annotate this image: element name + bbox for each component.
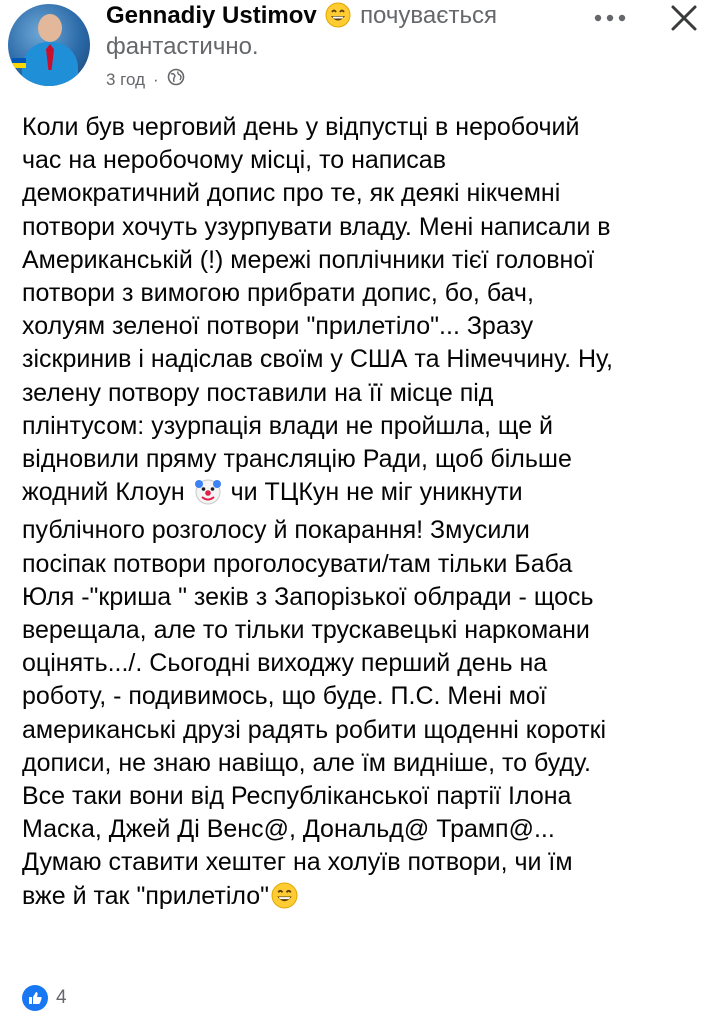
post-meta <box>106 68 185 91</box>
post-text-line: Все таки вони від Республіканської партії Ілона <box>22 782 572 811</box>
post-text-line: Маска, Джей Ді Венс@, Дональд@ Трамп@... <box>22 815 555 844</box>
post-text-line: час на неробочому місці, то написав <box>22 146 446 175</box>
feeling-text: почувається <box>360 2 497 29</box>
post-text-line: посіпак потвори проголосувати/там тільки Баба <box>22 549 573 578</box>
post-text-line: холуям зеленої потвори "прилетіло"... Зразу <box>22 312 534 341</box>
reaction-count[interactable]: 4 <box>56 987 67 1008</box>
post-text-line-with-emoji <box>22 476 702 514</box>
post-text-fragment: чи ТЦКун не міг уникнути <box>230 478 523 507</box>
post-text-line: демократичний допис про те, як деякі нікчемні <box>22 179 561 208</box>
post-text-line: американські друзі радять робити щоденні короткі <box>22 715 607 744</box>
post-text-line-with-emoji <box>22 880 702 918</box>
author-name[interactable]: Gennadiy Ustimov <box>106 2 317 29</box>
close-icon <box>669 3 699 33</box>
grinning-face-emoji-icon <box>325 2 351 37</box>
reactions-summary[interactable] <box>22 985 67 1011</box>
post-text-line: Думаю ставити хештег на холуїв потвори, чи їм <box>22 848 573 877</box>
post-text-line: потвори хочуть узурпувати владу. Мені написали в <box>22 212 611 241</box>
post-header <box>0 0 717 100</box>
post-text-line: Юля -"криша " зеків з Запорізької облради - щось <box>22 582 594 611</box>
post-text-line: публічного розголосу й покарання! Змусили <box>22 516 530 545</box>
clown-face-emoji-icon <box>194 477 222 514</box>
close-button[interactable] <box>662 0 706 36</box>
like-icon <box>22 985 48 1011</box>
post-text-fragment: жодний Клоун <box>22 478 185 507</box>
post-time[interactable]: 3 год <box>106 69 146 89</box>
post-text-line: відновили пряму трансляцію Ради, щоб більше <box>22 445 572 474</box>
more-options-button[interactable] <box>588 2 632 34</box>
globe-icon <box>167 68 185 91</box>
post-text-line: зіскринив і надіслав своїм у США та Німеччину. Ну, <box>22 345 614 374</box>
post-text-fragment: вже й так "прилетіло" <box>22 881 270 910</box>
flag-icon <box>12 58 26 68</box>
post-text-line: Американській (!) мережі поплічники тієї головної <box>22 245 595 274</box>
post-text-line: роботу, - подивимось, що буде. П.С. Мені мої <box>22 682 547 711</box>
meta-separator: · <box>153 69 159 89</box>
post-text-line: зелену потвору поставили на її місце під <box>22 378 494 407</box>
post-text-line: потвори з вимогою прибрати допис, бо, бач, <box>22 279 534 308</box>
post-text-line: Коли був черговий день у відпустці в неробочий <box>22 113 580 141</box>
more-horizontal-icon <box>592 13 628 23</box>
post-text-line: плінтусом: узурпація влади не пройшла, ще й <box>22 411 554 440</box>
post-text-line: оцінять.../. Сьогодні виходжу перший день на <box>22 649 548 678</box>
grinning-face-emoji-icon <box>271 882 298 918</box>
post-text <box>22 111 702 918</box>
post-text-line: дописи, не знаю навіщо, але їм видніше, то буду. <box>22 748 591 777</box>
feeling-text-continued: фантастично. <box>106 33 259 60</box>
post-text-line: верещала, але то тільки трускавецькі наркомани <box>22 616 590 645</box>
avatar[interactable] <box>8 4 90 86</box>
